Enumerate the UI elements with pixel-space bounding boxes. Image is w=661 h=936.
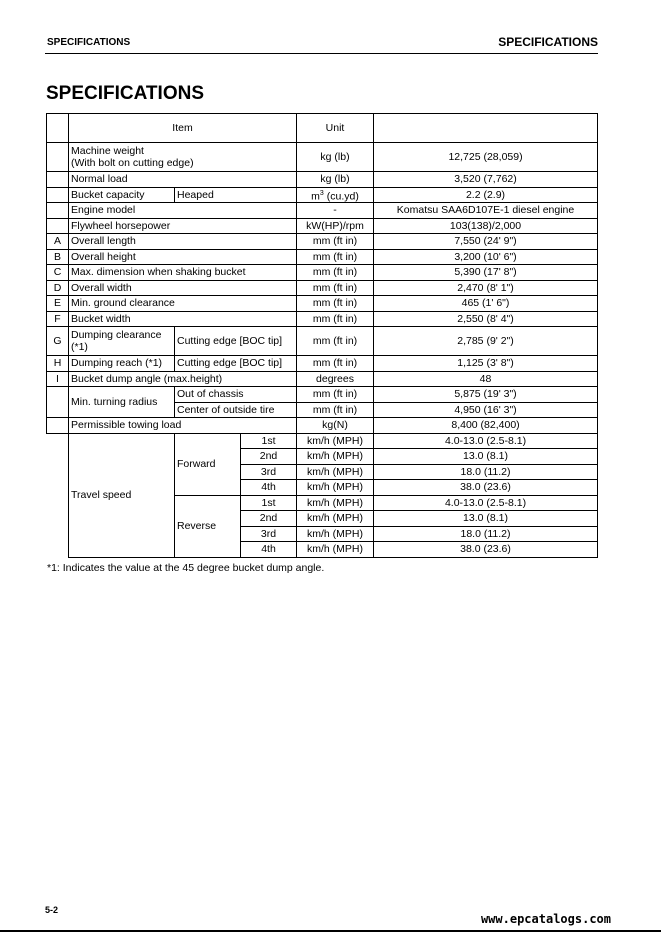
table-row — [47, 143, 598, 172]
row-key: E — [47, 296, 69, 312]
table-row — [47, 418, 598, 434]
row-value: 38.0 (23.6) — [374, 542, 598, 558]
table-row — [47, 311, 598, 327]
watermark-url: www.epcatalogs.com — [480, 912, 611, 926]
row-label: Max. dimension when shaking bucket — [69, 265, 297, 281]
row-value: 48 — [374, 371, 598, 387]
row-key: H — [47, 356, 69, 372]
gear-cell: 2nd — [241, 511, 297, 527]
gear-cell: 1st — [241, 433, 297, 449]
table-header-row — [47, 114, 598, 143]
row-unit: mm (ft in) — [297, 402, 374, 418]
row-value: 13.0 (8.1) — [374, 511, 598, 527]
page-title: SPECIFICATIONS — [46, 83, 204, 104]
bottom-rule — [0, 930, 661, 932]
row-value: 18.0 (11.2) — [374, 526, 598, 542]
table-row — [47, 172, 598, 188]
row-unit: mm (ft in) — [297, 311, 374, 327]
row-unit: km/h (MPH) — [297, 480, 374, 496]
row-unit: mm (ft in) — [297, 249, 374, 265]
row-key: G — [47, 327, 69, 356]
row-label: Dumping reach (*1) — [69, 356, 175, 372]
gear-cell: 4th — [241, 542, 297, 558]
row-unit: degrees — [297, 371, 374, 387]
row-sublabel: Heaped — [175, 187, 297, 203]
row-value: 8,400 (82,400) — [374, 418, 598, 434]
gear-cell: 3rd — [241, 464, 297, 480]
row-value: 2,785 (9' 2") — [374, 327, 598, 356]
row-label: Min. turning radius — [69, 387, 175, 418]
header-item-cell: Item — [69, 114, 297, 143]
header-unit-cell: Unit — [297, 114, 374, 143]
row-value: 7,550 (24' 9") — [374, 234, 598, 250]
table-row — [47, 187, 598, 203]
row-value: Komatsu SAA6D107E-1 diesel engine — [374, 203, 598, 219]
row-unit: km/h (MPH) — [297, 526, 374, 542]
row-label: Dumping clearance — [71, 329, 162, 341]
row-key: C — [47, 265, 69, 281]
row-key: B — [47, 249, 69, 265]
row-sublabel: Forward — [175, 433, 241, 495]
row-unit: kW(HP)/rpm — [297, 218, 374, 234]
table-row — [47, 249, 598, 265]
table-row — [47, 387, 598, 403]
row-value: 2,470 (8' 1") — [374, 280, 598, 296]
row-sublabel: Out of chassis — [175, 387, 297, 403]
table-row — [47, 280, 598, 296]
row-value: 3,200 (10' 6") — [374, 249, 598, 265]
header-value-cell — [374, 114, 598, 143]
row-unit: km/h (MPH) — [297, 542, 374, 558]
table-row — [47, 203, 598, 219]
row-label: Overall width — [69, 280, 297, 296]
row-unit: km/h (MPH) — [297, 495, 374, 511]
row-label: Normal load — [69, 172, 297, 188]
row-label: Bucket dump angle (max.height) — [69, 371, 297, 387]
row-value: 5,875 (19' 3") — [374, 387, 598, 403]
row-key: D — [47, 280, 69, 296]
row-unit: mm (ft in) — [297, 327, 374, 356]
row-label: Min. ground clearance — [69, 296, 297, 312]
gear-cell: 2nd — [241, 449, 297, 465]
table-row — [47, 265, 598, 281]
row-unit: km/h (MPH) — [297, 433, 374, 449]
row-unit: $m^3$ (cu.yd) — [297, 187, 374, 203]
header-right-title: SPECIFICATIONS — [498, 35, 598, 49]
row-label: Bucket capacity — [69, 187, 175, 203]
gear-cell: 1st — [241, 495, 297, 511]
gear-cell: 4th — [241, 480, 297, 496]
table-row — [47, 433, 598, 449]
table-row — [47, 234, 598, 250]
row-unit: kg(N) — [297, 418, 374, 434]
row-label: Permissible towing load — [69, 418, 297, 434]
row-unit: mm (ft in) — [297, 234, 374, 250]
row-unit: kg (lb) — [297, 172, 374, 188]
row-label: Bucket width — [69, 311, 297, 327]
row-value: 2,550 (8' 4") — [374, 311, 598, 327]
row-label: Engine model — [69, 203, 297, 219]
row-value: 2.2 (2.9) — [374, 187, 598, 203]
row-unit: km/h (MPH) — [297, 464, 374, 480]
row-unit: mm (ft in) — [297, 387, 374, 403]
row-value: 5,390 (17' 8") — [374, 265, 598, 281]
table-row — [47, 327, 598, 356]
footnote: *1: Indicates the value at the 45 degree bucket dump angle. — [47, 562, 325, 574]
spec-table — [46, 113, 598, 558]
row-value: 13.0 (8.1) — [374, 449, 598, 465]
row-sublabel: Cutting edge [BOC tip] — [175, 356, 297, 372]
row-value: 38.0 (23.6) — [374, 480, 598, 496]
row-value: 12,725 (28,059) — [374, 143, 598, 172]
row-sublabel: Cutting edge [BOC tip] — [175, 327, 297, 356]
row-sublabel: Reverse — [175, 495, 241, 557]
row-unit: mm (ft in) — [297, 296, 374, 312]
gear-cell: 3rd — [241, 526, 297, 542]
row-unit: km/h (MPH) — [297, 511, 374, 527]
row-sublabel: Center of outside tire — [175, 402, 297, 418]
row-label-line2: (With bolt on cutting edge) — [71, 157, 194, 169]
header-rule — [45, 53, 598, 54]
row-key: I — [47, 371, 69, 387]
table-row — [47, 371, 598, 387]
row-label-line2: (*1) — [71, 341, 88, 353]
row-unit: - — [297, 203, 374, 219]
page-number: 5-2 — [45, 905, 59, 915]
row-unit: mm (ft in) — [297, 356, 374, 372]
row-value: 18.0 (11.2) — [374, 464, 598, 480]
row-key: A — [47, 234, 69, 250]
row-label: Overall height — [69, 249, 297, 265]
header-key-cell — [47, 114, 69, 143]
row-unit: mm (ft in) — [297, 280, 374, 296]
header-left-title: SPECIFICATIONS — [47, 37, 131, 48]
row-key: F — [47, 311, 69, 327]
row-value: 1,125 (3' 8") — [374, 356, 598, 372]
row-value: 3,520 (7,762) — [374, 172, 598, 188]
row-unit: km/h (MPH) — [297, 449, 374, 465]
table-row — [47, 296, 598, 312]
row-value: 4.0-13.0 (2.5-8.1) — [374, 433, 598, 449]
row-label: Overall length — [69, 234, 297, 250]
row-unit: kg (lb) — [297, 143, 374, 172]
row-value: 465 (1' 6") — [374, 296, 598, 312]
row-value: 103(138)/2,000 — [374, 218, 598, 234]
row-label: Travel speed — [69, 433, 175, 557]
row-value: 4,950 (16' 3") — [374, 402, 598, 418]
row-label: Flywheel horsepower — [69, 218, 297, 234]
table-row — [47, 218, 598, 234]
row-value: 4.0-13.0 (2.5-8.1) — [374, 495, 598, 511]
row-label: Machine weight — [71, 145, 144, 157]
row-unit: mm (ft in) — [297, 265, 374, 281]
table-row — [47, 356, 598, 372]
